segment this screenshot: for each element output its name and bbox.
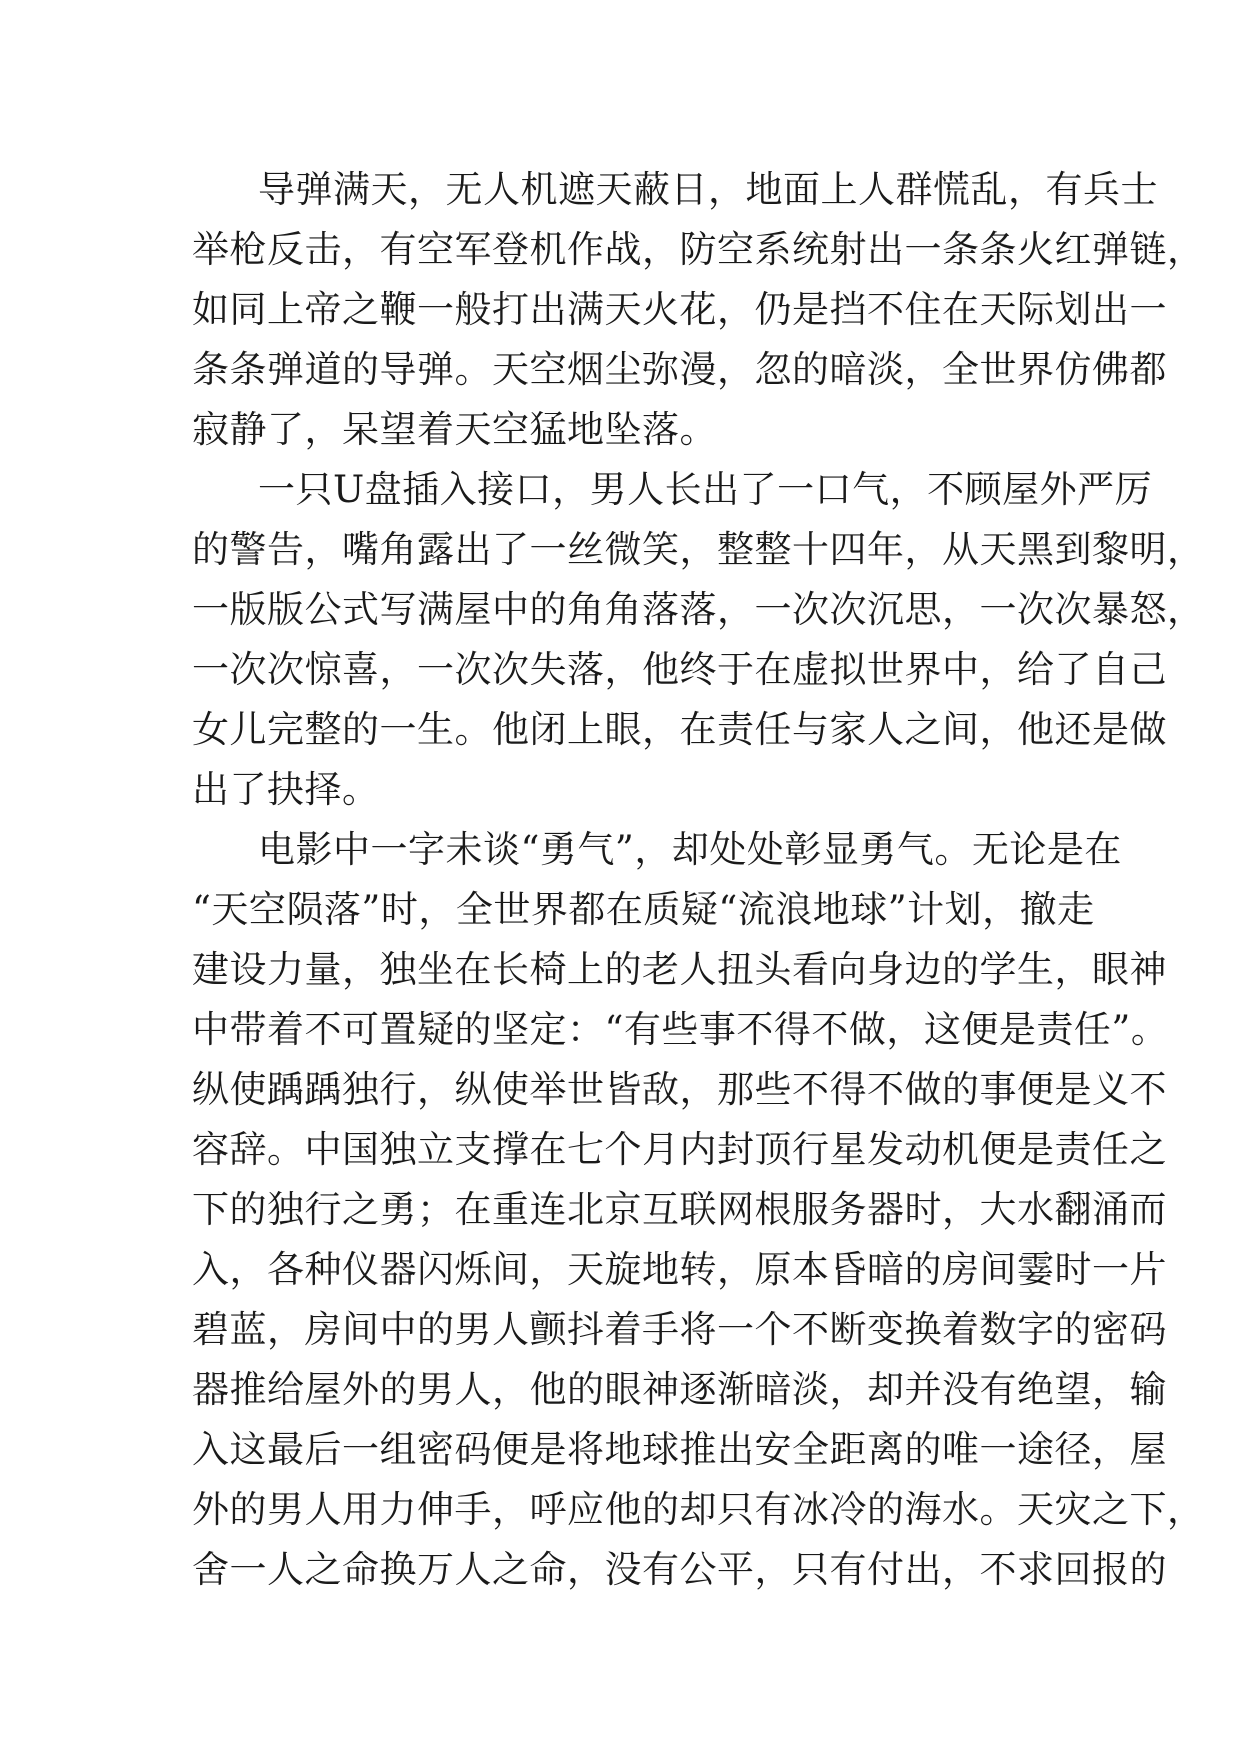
paragraph-3-line-2: “天空陨落”时，全世界都在质疑“流浪地球”计划，撤走 [192,888,1095,931]
paragraph-2-line-6: 出了抉择。 [192,768,380,811]
paragraph-1-line-5: 寂静了，呆望着天空猛地坠落。 [192,408,717,451]
paragraph-2-line-2: 的警告，嘴角露出了一丝微笑，整整十四年，从天黑到黎明， [192,528,1205,571]
paragraph-2-line-5: 女儿完整的一生。他闭上眼，在责任与家人之间，他还是做 [192,708,1167,751]
paragraph-3-line-5: 纵使踽踽独行，纵使举世皆敌，那些不得不做的事便是义不 [192,1068,1167,1111]
paragraph-1-line-4: 条条弹道的导弹。天空烟尘弥漫，忽的暗淡，全世界仿佛都 [192,348,1167,391]
paragraph-3-line-7: 下的独行之勇；在重连北京互联网根服务器时，大水翻涌而 [192,1188,1167,1231]
paragraph-3-line-11: 入这最后一组密码便是将地球推出安全距离的唯一途径，屋 [192,1428,1167,1471]
paragraph-3-line-10: 器推给屋外的男人，他的眼神逐渐暗淡，却并没有绝望，输 [192,1368,1167,1411]
paragraph-1-line-3: 如同上帝之鞭一般打出满天火花，仍是挡不住在天际划出一 [192,288,1167,331]
paragraph-3-line-6: 容辞。中国独立支撑在七个月内封顶行星发动机便是责任之 [192,1128,1167,1171]
paragraph-1-line-1: 导弹满天，无人机遮天蔽日，地面上人群慌乱，有兵士 [258,168,1158,211]
paragraph-2-line-3: 一版版公式写满屋中的角角落落，一次次沉思，一次次暴怒， [192,588,1205,631]
paragraph-2-line-1: 一只U盘插入接口，男人长出了一口气，不顾屋外严厉 [258,468,1153,511]
paragraph-2-line-4: 一次次惊喜，一次次失落，他终于在虚拟世界中，给了自己 [192,648,1167,691]
paragraph-3-line-9: 碧蓝，房间中的男人颤抖着手将一个不断变换着数字的密码 [192,1308,1167,1351]
paragraph-3-line-12: 外的男人用力伸手，呼应他的却只有冰冷的海水。天灾之下， [192,1488,1205,1531]
paragraph-3-line-4: 中带着不可置疑的坚定：“有些事不得不做，这便是责任”。 [192,1008,1169,1051]
paragraph-3-line-13: 舍一人之命换万人之命，没有公平，只有付出，不求回报的 [192,1548,1167,1591]
paragraph-3-line-8: 入，各种仪器闪烁间，天旋地转，原本昏暗的房间霎时一片 [192,1248,1167,1291]
paragraph-1-line-2: 举枪反击，有空军登机作战，防空系统射出一条条火红弹链， [192,228,1205,271]
paragraph-3-line-1: 电影中一字未谈“勇气”，却处处彰显勇气。无论是在 [258,828,1122,871]
paragraph-3-line-3: 建设力量，独坐在长椅上的老人扭头看向身边的学生，眼神 [192,948,1167,991]
